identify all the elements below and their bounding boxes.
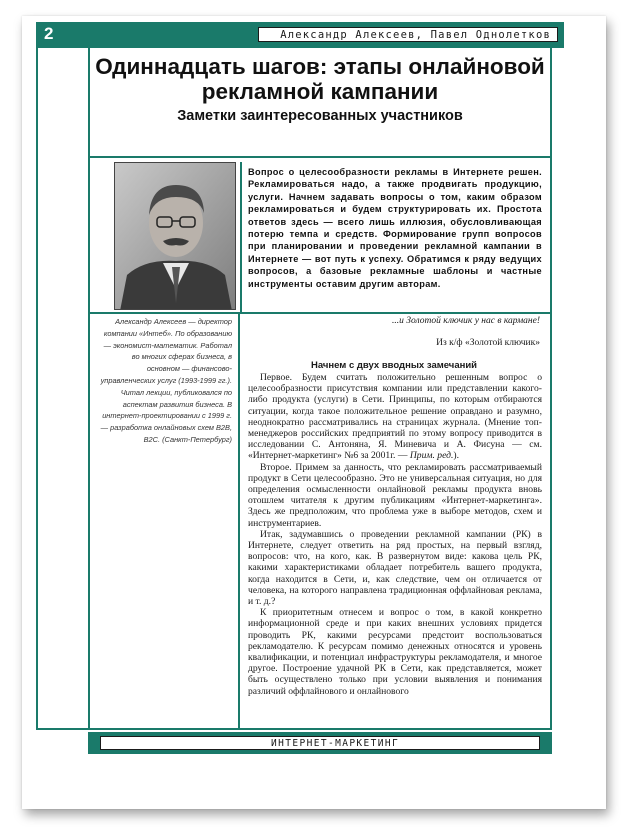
- epigraph-source: Из к/ф «Золотой ключик»: [436, 338, 540, 348]
- body-paragraph: Первое. Будем считать положительно решенным вопрос о целесообразности присутствия компании или представлении какого-либо продукта (услуги) в Сети. Принципы, по которым отбираются ситуации, когда такое положительное решение оправдано и разумно, неоднократно рассматривались на страницах журнала. (Мнение топ-менеджеров российских предприятий по этому вопросу приводится в исследовании С. Антоняна, Я. Миневича и А. Фисуна — см. «Интернет-маркетинг» №6 за 2001г. — Прим. ред.).: [248, 372, 542, 462]
- page-footer: [88, 732, 552, 754]
- title-divider: [88, 156, 552, 158]
- section-heading: Начнем с двух вводных замечаний: [310, 360, 478, 371]
- author-bio: Александр Алексеев — директор компании «Интеб». По образованию — экономист-математик. Работал во многих сферах бизнеса, в основном — финансово-управленческих услуг (1993-1999 гг.). Читал лекции, публиковался по аспектам развития бизнеса. В интернет-проектировании с 1999 г. — разработка онлайновых схем B2B, B2C. (Санкт-Петербург): [100, 317, 232, 444]
- body-paragraph: Итак, задумавшись о проведении рекламной кампании (РК) в Интернете, следует ответить на ряд простых, на первый взгляд, вопросов: что, на кого, как. В развернутом виде: какова цель РК, какими характеристиками обладает потребитель вашего продукта, когда находится в Сети, и, как следствие, чем он отличается от человека, на которого направлена традиционная оффлайновая реклама, и т. д.?: [248, 528, 542, 608]
- magazine-page: [22, 16, 606, 809]
- lead-divider: [88, 312, 552, 314]
- authors-label: Александр Алексеев, Павел Однолетков: [258, 27, 558, 42]
- article-title: Одиннадцать шагов: этапы онлайновой рекламной кампании: [95, 54, 545, 104]
- footer-label: ИНТЕРНЕТ-МАРКЕТИНГ: [100, 736, 540, 750]
- article-body: [248, 372, 542, 697]
- editor-note: Прим. ред.: [409, 450, 454, 462]
- epigraph: ...и Золотой ключик у нас в кармане!: [392, 316, 540, 326]
- page-header: [36, 22, 564, 48]
- page-number: 2: [44, 24, 54, 43]
- article-subtitle: Заметки заинтересованных участников: [177, 108, 463, 124]
- body-column-rule: [238, 312, 240, 730]
- left-column-rule: [88, 46, 90, 730]
- portrait-image: [115, 163, 236, 310]
- body-paragraph: Второе. Примем за данность, что рекламировать рассматриваемый продукт в Сети целесообразно. Это не универсальная ситуация, но для определения осмысленности онлайновой рекламы продукта вновь отошлем читателя к другим публикациям «Интернет-маркетинга». Здесь же предположим, что проблема уже в выборе методов, схем и инструментариев.: [248, 461, 542, 529]
- body-paragraph: К приоритетным отнесем и вопрос о том, в какой конкретно информационной среде и при каких внешних условиях придется проводить РК, какими ресурсами предстоит воспользоваться рекламодателю. К ресурсам помимо денежных относятся и уровень квалификации, и потенциал инфраструктуры рекламодателя, и многое другое. Построение удачной РК в Сети, как представляется, может быть осуществлено только при условии выявления и понимания различий оффлайнового и онлайнового: [248, 607, 542, 697]
- lead-rule: [240, 162, 242, 312]
- title-block: [92, 50, 548, 154]
- author-photo: [114, 162, 236, 310]
- lead-paragraph: Вопрос о целесообразности рекламы в Интернете решен. Рекламироваться надо, а также продвигать продукцию, услуги. Начнем задавать вопросы о том, каким образом рекламироваться и будем структурировать их. Простота ответов здесь — всего лишь иллюзия, обусловливающая потерю темпа и средств. Формирование групп вопросов при планировании и проведении рекламной кампании в Интернете — вот путь к успеху. Обратимся к ряду ведущих вопросов, а базовые рекламные шаблоны и частные инструменты оставим другим авторам.: [248, 167, 542, 289]
